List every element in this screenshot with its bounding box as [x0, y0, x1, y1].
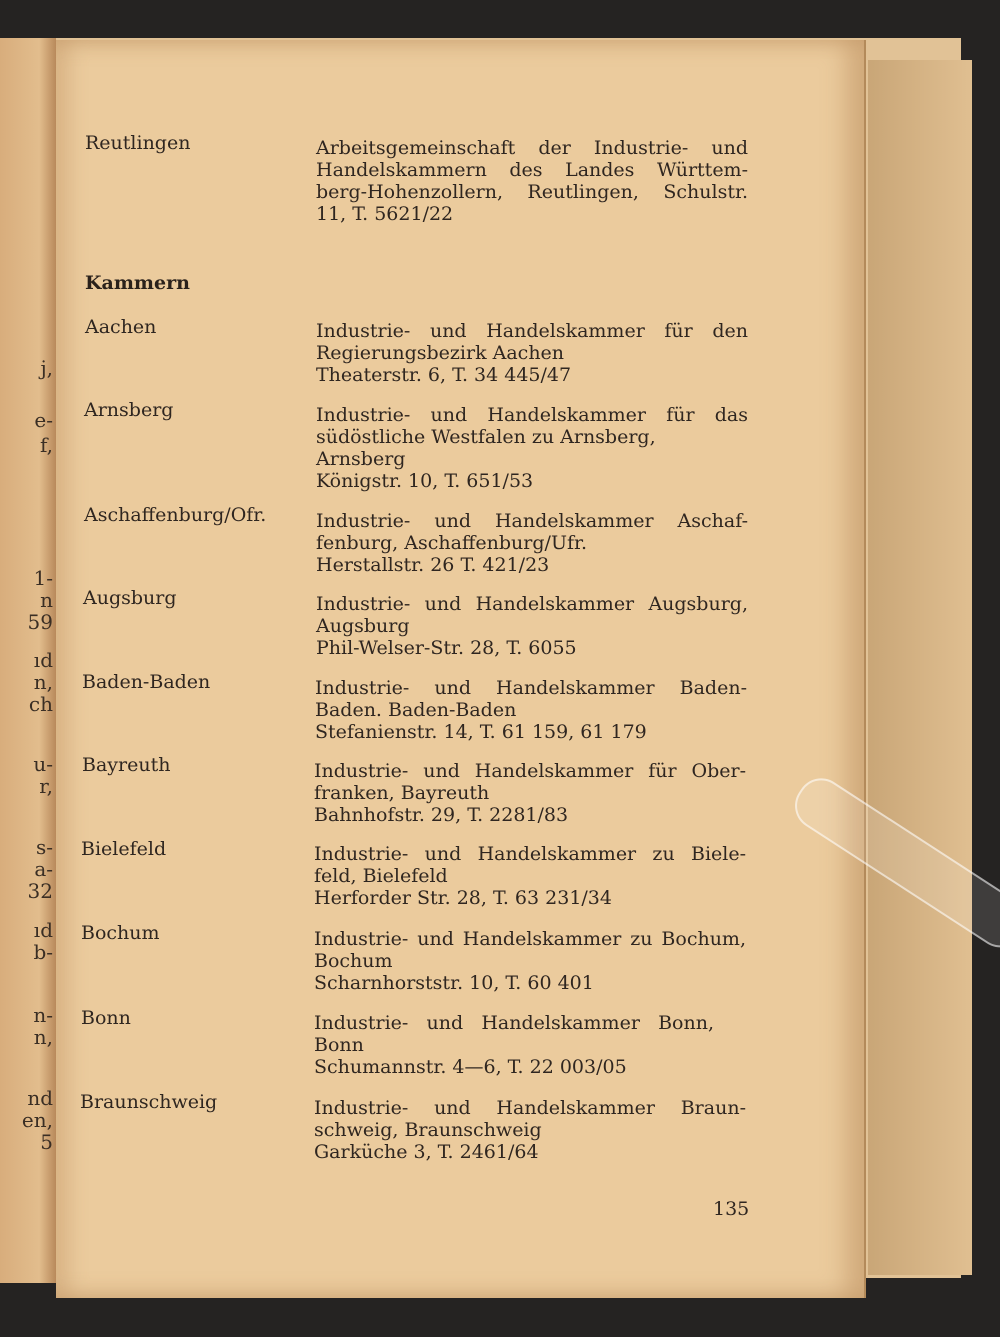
entry-line: Königstr. 10, T. 651/53	[316, 470, 534, 492]
city-label: Bielefeld	[81, 838, 167, 860]
chamber-entry	[315, 677, 747, 743]
facing-page-fragment: f,	[39, 433, 53, 457]
entry-line: Herstallstr. 26 T. 421/23	[316, 554, 550, 576]
city-label: Aschaffenburg/Ofr.	[84, 504, 267, 526]
chamber-entry	[314, 843, 746, 909]
chamber-entry	[314, 1097, 746, 1163]
city-label: Arnsberg	[84, 399, 174, 421]
facing-page-fragment: 32	[27, 879, 53, 903]
facing-page-fragment: 1-	[33, 566, 53, 590]
chamber-entry	[314, 1012, 746, 1078]
entry-line: südöstliche Westfalen zu Arnsberg,	[316, 426, 656, 448]
chamber-entry	[314, 928, 746, 994]
page-number: 135	[713, 1198, 750, 1220]
facing-page-fragment: b-	[33, 940, 53, 964]
facing-page-fragment: 5	[40, 1130, 53, 1154]
facing-page-fragment: r,	[39, 774, 53, 798]
entry-line: Bonn	[314, 1034, 364, 1056]
entry-line: Industrie- und Handelskammer Bonn,	[314, 1012, 714, 1034]
city-label: Braunschweig	[80, 1091, 218, 1113]
entry-line: Industrie- und Handelskammer Aschaf-	[316, 510, 748, 532]
entry-line: feld, Bielefeld	[314, 865, 448, 887]
entry-line: Herforder Str. 28, T. 63 231/34	[314, 887, 612, 909]
facing-page-fragment: a-	[34, 857, 53, 881]
chamber-entry	[316, 320, 748, 386]
facing-page-fragment: n,	[33, 670, 53, 694]
facing-page-fragment: 59	[27, 610, 53, 634]
entry-line: franken, Bayreuth	[314, 782, 490, 804]
entry-line: 11, T. 5621/22	[316, 203, 454, 225]
entry-line: Industrie- und Handelskammer Augsburg,	[316, 593, 748, 615]
city-label: Baden-Baden	[82, 671, 211, 693]
chamber-entry	[316, 404, 748, 492]
entry-line: Scharnhorststr. 10, T. 60 401	[314, 972, 594, 994]
entry-line: Industrie- und Handelskammer Braun-	[314, 1097, 746, 1119]
facing-page-fragment: ıd	[33, 918, 53, 942]
facing-page-fragment: ch	[28, 692, 53, 716]
facing-page-fragment: j,	[40, 356, 53, 380]
entry-line: Bahnhofstr. 29, T. 2281/83	[314, 804, 569, 826]
entry-line: Schumannstr. 4—6, T. 22 003/05	[314, 1056, 627, 1078]
entry-line: Phil-Welser-Str. 28, T. 6055	[316, 637, 577, 659]
entry-line: Handelskammern des Landes Württem-	[316, 159, 748, 181]
section-heading: Kammern	[85, 272, 190, 294]
facing-page-fragment: n	[40, 588, 53, 612]
entry-line: Theaterstr. 6, T. 34 445/47	[316, 364, 572, 386]
facing-page-fragment: ıd	[33, 648, 53, 672]
entry-line: berg-Hohenzollern, Reutlingen, Schulstr.	[316, 181, 748, 203]
book-page	[56, 40, 866, 1298]
city-label: Bochum	[81, 922, 160, 944]
entry-line: Industrie- und Handelskammer zu Bochum,	[314, 928, 746, 950]
chamber-entry	[316, 137, 748, 225]
chamber-entry	[314, 760, 746, 826]
chamber-entry	[316, 510, 748, 576]
entry-line: fenburg, Aschaffenburg/Ufr.	[316, 532, 588, 554]
entry-line: Industrie- und Handelskammer zu Biele-	[314, 843, 746, 865]
facing-page-fragment: e-	[34, 408, 53, 432]
entry-line: Regierungsbezirk Aachen	[316, 342, 565, 364]
city-label: Bayreuth	[82, 754, 171, 776]
page-stack-edge	[868, 60, 972, 1275]
entry-line: Industrie- und Handelskammer für Ober-	[314, 760, 746, 782]
city-label: Reutlingen	[85, 132, 191, 154]
facing-page-fragment: n-	[33, 1003, 53, 1027]
entry-line: Industrie- und Handelskammer Baden-	[315, 677, 747, 699]
entry-line: Arnsberg	[316, 448, 406, 470]
facing-page-edge	[0, 38, 56, 1283]
facing-page-fragment: u-	[33, 752, 53, 776]
entry-line: Arbeitsgemeinschaft der Industrie- und	[316, 137, 748, 159]
entry-line: Bochum	[314, 950, 393, 972]
chamber-entry	[316, 593, 748, 659]
facing-page-fragment: n,	[33, 1025, 53, 1049]
entry-line: Stefanienstr. 14, T. 61 159, 61 179	[315, 721, 647, 743]
entry-line: schweig, Braunschweig	[314, 1119, 542, 1141]
city-label: Augsburg	[83, 587, 177, 609]
facing-page-fragment: s-	[35, 835, 53, 859]
entry-line: Garküche 3, T. 2461/64	[314, 1141, 539, 1163]
entry-line: Augsburg	[316, 615, 410, 637]
city-label: Aachen	[85, 316, 157, 338]
entry-line: Baden. Baden-Baden	[315, 699, 517, 721]
city-label: Bonn	[81, 1007, 131, 1029]
entry-line: Industrie- und Handelskammer für das	[316, 404, 748, 426]
facing-page-fragment: nd	[27, 1086, 53, 1110]
facing-page-fragment: en,	[21, 1108, 53, 1132]
entry-line: Industrie- und Handelskammer für den	[316, 320, 748, 342]
